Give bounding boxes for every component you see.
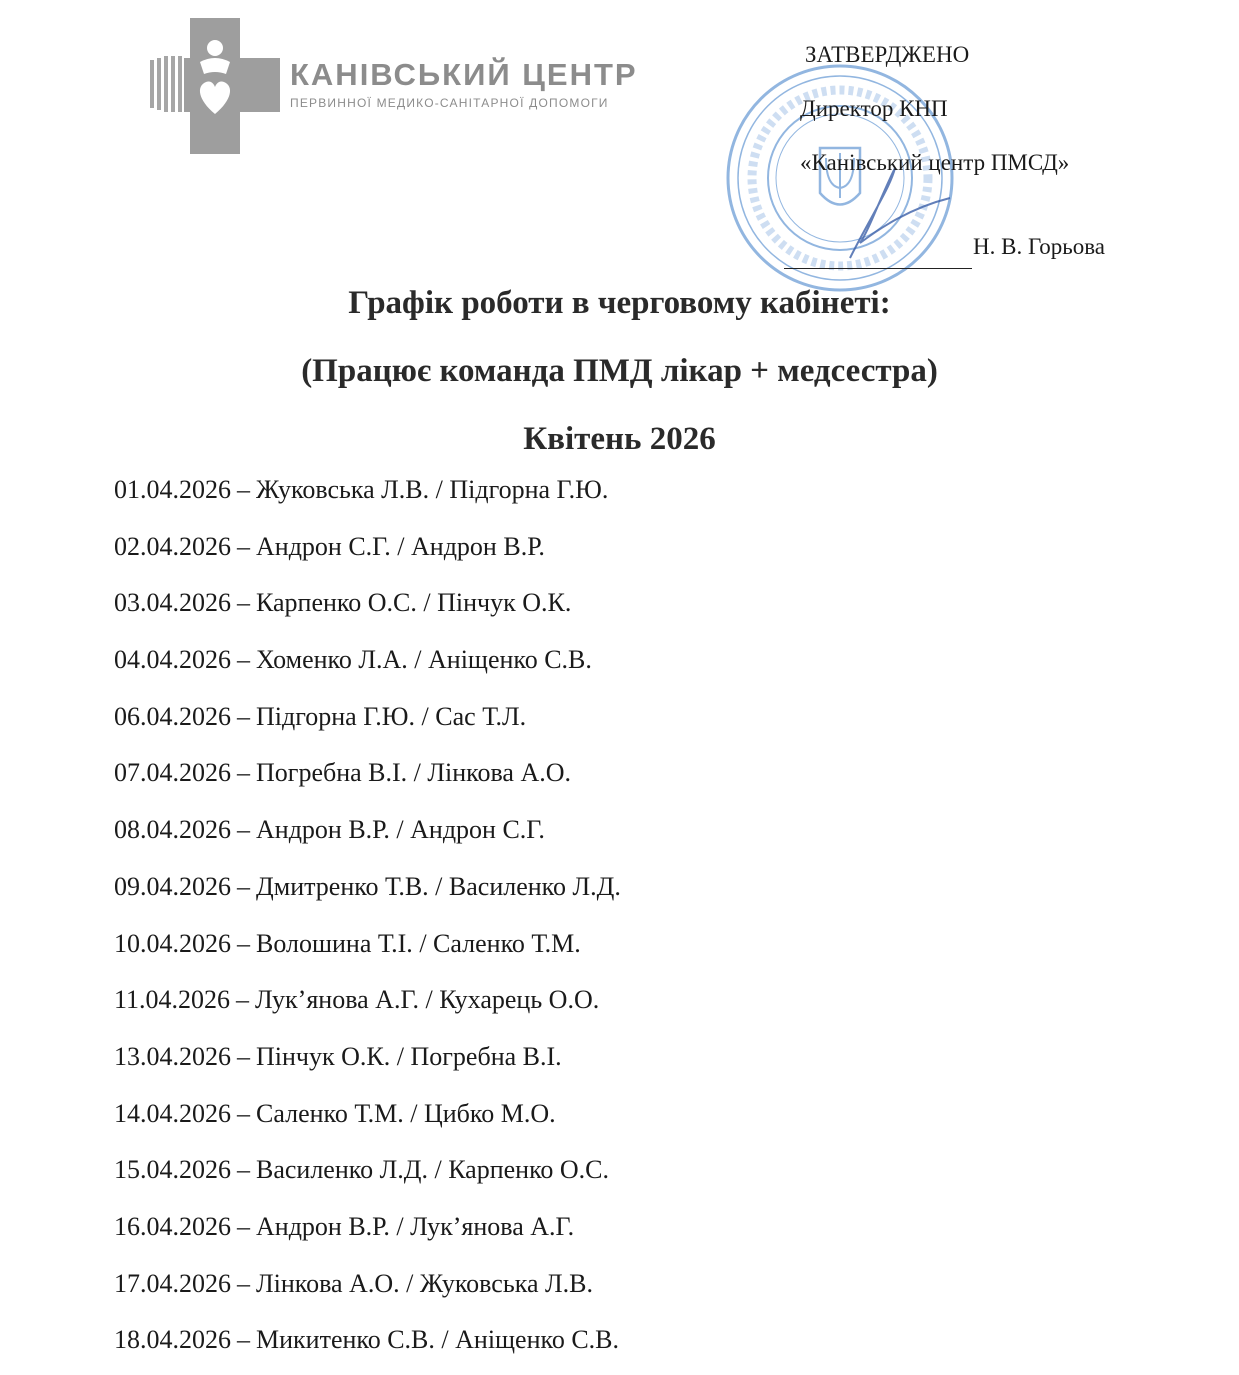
schedule-row: 16.04.2026 – Андрон В.Р. / Лук’янова А.Г.	[114, 1211, 575, 1241]
organization-name: «Канівський центр ПМСД»	[800, 150, 1070, 175]
doctor-name: Хоменко Л.А.	[256, 645, 408, 675]
schedule-row: 13.04.2026 – Пінчук О.К. / Погребна В.І.	[114, 1041, 562, 1071]
approved-label: ЗАТВЕРДЖЕНО	[805, 42, 970, 67]
doctor-name: Лук’янова А.Г.	[255, 985, 420, 1015]
nurse-name: Лук’янова А.Г.	[410, 1211, 575, 1241]
doctor-name: Волошина Т.І.	[256, 928, 413, 958]
signatory-name: Н. В. Горьова	[973, 234, 1105, 259]
doctor-name: Підгорна Г.Ю.	[256, 701, 416, 731]
doctor-name: Дмитренко Т.В.	[256, 871, 429, 901]
duty-date: 06.04.2026	[114, 701, 231, 731]
nurse-name: Сас Т.Л.	[435, 701, 527, 731]
schedule-row: 14.04.2026 – Саленко Т.М. / Цибко М.О.	[114, 1098, 556, 1128]
duty-schedule-list	[114, 468, 621, 1375]
schedule-row: 01.04.2026 – Жуковська Л.В. / Підгорна Г.Ю.	[114, 475, 609, 504]
doctor-name: Жуковська Л.В.	[256, 475, 430, 504]
schedule-row: 11.04.2026 – Лук’янова А.Г. / Кухарець О.О.	[114, 985, 600, 1015]
separator: –	[237, 1325, 250, 1355]
doctor-name: Карпенко О.С.	[256, 588, 417, 618]
duty-date: 15.04.2026	[114, 1155, 231, 1185]
schedule-row: 08.04.2026 – Андрон В.Р. / Андрон С.Г.	[114, 815, 545, 845]
duty-date: 11.04.2026	[114, 985, 231, 1015]
nurse-name: Аніщенко С.В.	[428, 645, 592, 675]
separator: –	[237, 475, 250, 504]
separator: –	[237, 815, 250, 845]
schedule-row: 06.04.2026 – Підгорна Г.Ю. / Сас Т.Л.	[114, 701, 527, 731]
separator: –	[237, 928, 250, 958]
duty-date: 13.04.2026	[114, 1041, 231, 1071]
schedule-row: 04.04.2026 – Хоменко Л.А. / Аніщенко С.В.	[114, 645, 592, 675]
duty-date: 07.04.2026	[114, 758, 231, 788]
nurse-name: Саленко Т.М.	[433, 928, 581, 958]
doctor-name: Лінкова А.О.	[256, 1268, 400, 1298]
doctor-name: Василенко Л.Д.	[256, 1155, 428, 1185]
schedule-row: 17.04.2026 – Лінкова А.О. / Жуковська Л.В.	[114, 1268, 593, 1298]
schedule-row: 02.04.2026 – Андрон С.Г. / Андрон В.Р.	[114, 531, 545, 561]
nurse-name: Пінчук О.К.	[437, 588, 572, 618]
schedule-row: 15.04.2026 – Василенко Л.Д. / Карпенко О.С.	[114, 1155, 610, 1185]
schedule-row: 18.04.2026 – Микитенко С.В. / Аніщенко С.В.	[114, 1325, 620, 1355]
duty-date: 14.04.2026	[114, 1098, 231, 1128]
schedule-row: 03.04.2026 – Карпенко О.С. / Пінчук О.К.	[114, 588, 572, 618]
nurse-name: Кухарець О.О.	[439, 985, 600, 1015]
nurse-name: Цибко М.О.	[423, 1098, 556, 1128]
separator: –	[237, 1268, 250, 1298]
separator: –	[237, 1211, 250, 1241]
doctor-name: Микитенко С.В.	[256, 1325, 435, 1355]
nurse-name: Карпенко О.С.	[448, 1155, 610, 1185]
nurse-name: Жуковська Л.В.	[419, 1268, 593, 1298]
medical-cross-icon	[150, 18, 280, 154]
nurse-name: Андрон С.Г.	[410, 815, 545, 845]
separator: –	[237, 871, 250, 901]
duty-date: 17.04.2026	[114, 1268, 231, 1298]
title-month: Квітень 2026	[523, 421, 716, 457]
doctor-name: Саленко Т.М.	[256, 1098, 404, 1128]
nurse-name: Підгорна Г.Ю.	[449, 475, 609, 504]
document-title	[0, 278, 1239, 482]
duty-date: 10.04.2026	[114, 928, 231, 958]
duty-date: 01.04.2026	[114, 475, 231, 504]
duty-date: 09.04.2026	[114, 871, 231, 901]
director-position: Директор КНП	[800, 96, 948, 121]
separator: –	[237, 701, 250, 731]
approval-block	[780, 32, 1180, 282]
nurse-name: Василенко Л.Д.	[448, 871, 621, 901]
nurse-name: Андрон В.Р.	[411, 531, 545, 561]
separator: –	[236, 985, 250, 1015]
duty-date: 04.04.2026	[114, 645, 231, 675]
clinic-logo	[150, 18, 690, 158]
schedule-row: 10.04.2026 – Волошина Т.І. / Саленко Т.М.	[114, 928, 581, 958]
logo-subtitle: ПЕРВИННОЇ МЕДИКО-САНІТАРНОЇ ДОПОМОГИ	[290, 96, 609, 110]
duty-date: 02.04.2026	[114, 531, 231, 561]
duty-date: 18.04.2026	[114, 1325, 231, 1355]
duty-date: 08.04.2026	[114, 815, 231, 845]
duty-date: 16.04.2026	[114, 1211, 231, 1241]
doctor-name: Пінчук О.К.	[256, 1041, 391, 1071]
doctor-name: Андрон С.Г.	[256, 531, 391, 561]
separator: –	[237, 588, 250, 618]
doctor-name: Погребна В.І.	[256, 758, 408, 788]
signature-line	[784, 268, 972, 269]
title-team: (Працює команда ПМД лікар + медсестра)	[301, 353, 938, 389]
separator: –	[237, 531, 250, 561]
title-main: Графік роботи в черговому кабінеті:	[348, 285, 891, 321]
separator: –	[237, 1098, 250, 1128]
separator: –	[237, 645, 250, 675]
logo-name: КАНІВСЬКИЙ ЦЕНТР	[290, 57, 638, 92]
separator: –	[237, 758, 250, 788]
nurse-name: Погребна В.І.	[410, 1041, 562, 1071]
nurse-name: Аніщенко С.В.	[455, 1325, 620, 1355]
nurse-name: Лінкова А.О.	[427, 758, 572, 788]
duty-date: 03.04.2026	[114, 588, 231, 618]
separator: –	[237, 1155, 250, 1185]
schedule-row: 07.04.2026 – Погребна В.І. / Лінкова А.О.	[114, 758, 572, 788]
doctor-name: Андрон В.Р.	[256, 815, 390, 845]
schedule-row: 09.04.2026 – Дмитренко Т.В. / Василенко Л.Д.	[114, 871, 621, 901]
doctor-name: Андрон В.Р.	[256, 1211, 390, 1241]
separator: –	[237, 1041, 250, 1071]
